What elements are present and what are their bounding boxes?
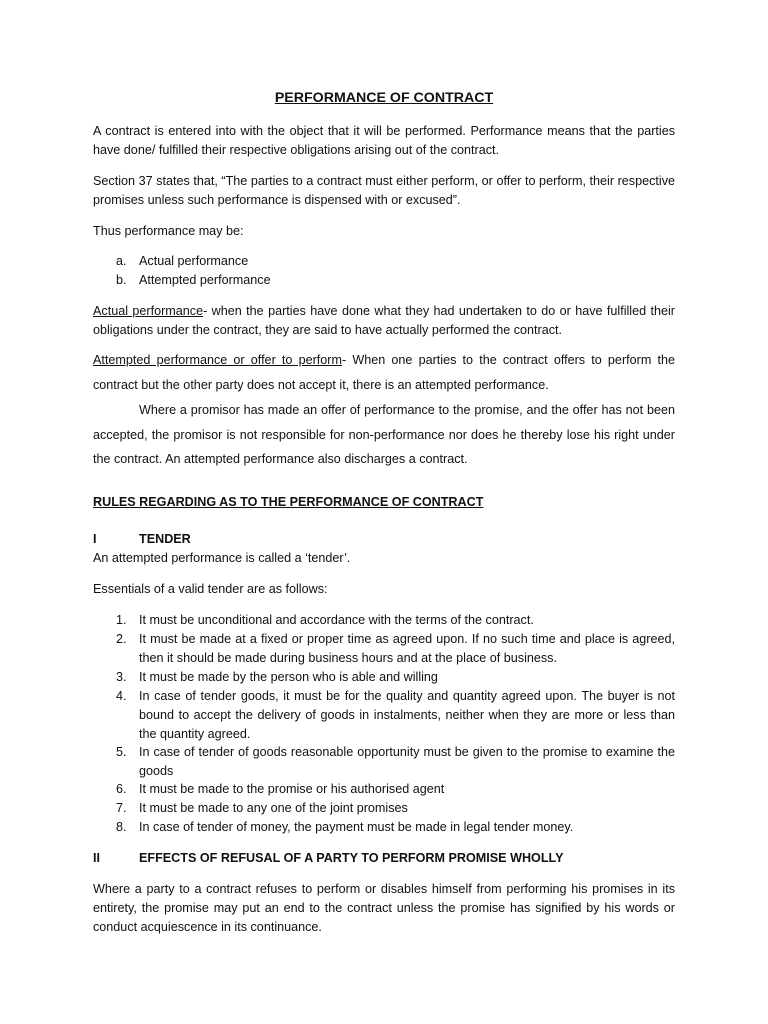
essential-item-2: [93, 630, 675, 668]
list-item-text: In case of tender of money, the payment must be made in legal tender money.: [139, 820, 574, 834]
section-heading-text: EFFECTS OF REFUSAL OF A PARTY TO PERFORM PROMISE WHOLLY: [139, 851, 564, 865]
intro-paragraph: A contract is entered into with the object that it will be performed. Performance means that the parties have done/ fulfilled their respective obligations arising out of the contract.: [93, 124, 675, 157]
essential-item-4: [93, 687, 675, 744]
section-37-paragraph: Section 37 states that, “The parties to a contract must either perform, or offer to perform, their respective promises unless such performance is dispensed with or excused”.: [93, 174, 675, 207]
list-item-text: Attempted performance: [139, 273, 271, 287]
list-marker: 4.: [116, 689, 127, 703]
essentials-intro: Essentials of a valid tender are as follows:: [93, 582, 328, 596]
essential-item-8: [93, 818, 675, 837]
list-item-text: It must be made by the person who is able and willing: [139, 670, 438, 684]
list-marker: 7.: [116, 801, 127, 815]
list-marker: a.: [116, 254, 127, 268]
list-marker: 5.: [116, 745, 127, 759]
list-marker: 1.: [116, 613, 127, 627]
essential-item-6: [93, 780, 675, 799]
list-item-text: Actual performance: [139, 254, 249, 268]
actual-performance-text: - when the parties have done what they had undertaken to do or have fulfilled their obligations under the contract, they are said to have actually performed the contract.: [93, 304, 675, 337]
section-numeral: I: [93, 532, 97, 546]
list-marker: 6.: [116, 782, 127, 796]
attempted-performance-term: Attempted performance or offer to perform: [93, 353, 342, 367]
list-item-text: It must be made to any one of the joint promises: [139, 801, 408, 815]
list-item-attempted: [93, 271, 675, 290]
tender-definition: An attempted performance is called a ‘tender’.: [93, 551, 351, 565]
list-marker: b.: [116, 273, 127, 287]
essential-item-1: [93, 611, 675, 630]
attempted-performance-text: - When one parties to the contract offers to perform the contract but the other party does not accept it, there is an attempted performance.: [93, 353, 675, 392]
list-item-actual: [93, 252, 675, 271]
thus-paragraph: Thus performance may be:: [93, 224, 244, 238]
refusal-paragraph: Where a party to a contract refuses to perform or disables himself from performing his promises in its entirety, the promise may put an end to the contract unless the promise has signified by his words or conduct acquiescence in its continuance.: [93, 882, 675, 934]
tender-heading: [93, 530, 191, 549]
page-title: PERFORMANCE OF CONTRACT: [274, 90, 494, 106]
promisor-paragraph: Where a promisor has made an offer of performance to the promise, and the offer has not been accepted, the promisor is not responsible for non-performance nor does he thereby lose his right under the contract. An attempted performance also discharges a contract.: [93, 403, 675, 466]
list-item-text: In case of tender goods, it must be for the quality and quantity agreed upon. The buyer is not bound to accept the delivery of goods in instalments, neither when they are more or less than the quantity agreed.: [139, 689, 675, 741]
rules-heading: RULES REGARDING AS TO THE PERFORMANCE OF CONTRACT: [93, 495, 484, 509]
list-item-text: It must be made to the promise or his authorised agent: [139, 782, 445, 796]
essential-item-7: [93, 799, 675, 818]
list-marker: 8.: [116, 820, 127, 834]
list-marker: 3.: [116, 670, 127, 684]
list-marker: 2.: [116, 632, 127, 646]
list-item-text: It must be unconditional and accordance with the terms of the contract.: [139, 613, 534, 627]
list-item-text: It must be made at a fixed or proper time as agreed upon. If no such time and place is agreed, then it should be made during business hours and at the place of business.: [139, 632, 675, 665]
actual-performance-term: Actual performance: [93, 304, 204, 318]
essential-item-3: [93, 668, 675, 687]
section-heading-text: TENDER: [139, 532, 191, 546]
essential-item-5: [93, 743, 675, 781]
list-item-text: In case of tender of goods reasonable opportunity must be given to the promise to examine the goods: [139, 745, 675, 778]
actual-performance-paragraph: [93, 302, 675, 340]
attempted-performance-paragraph: [93, 348, 675, 397]
section-numeral: II: [93, 851, 100, 865]
refusal-heading: [93, 849, 563, 868]
